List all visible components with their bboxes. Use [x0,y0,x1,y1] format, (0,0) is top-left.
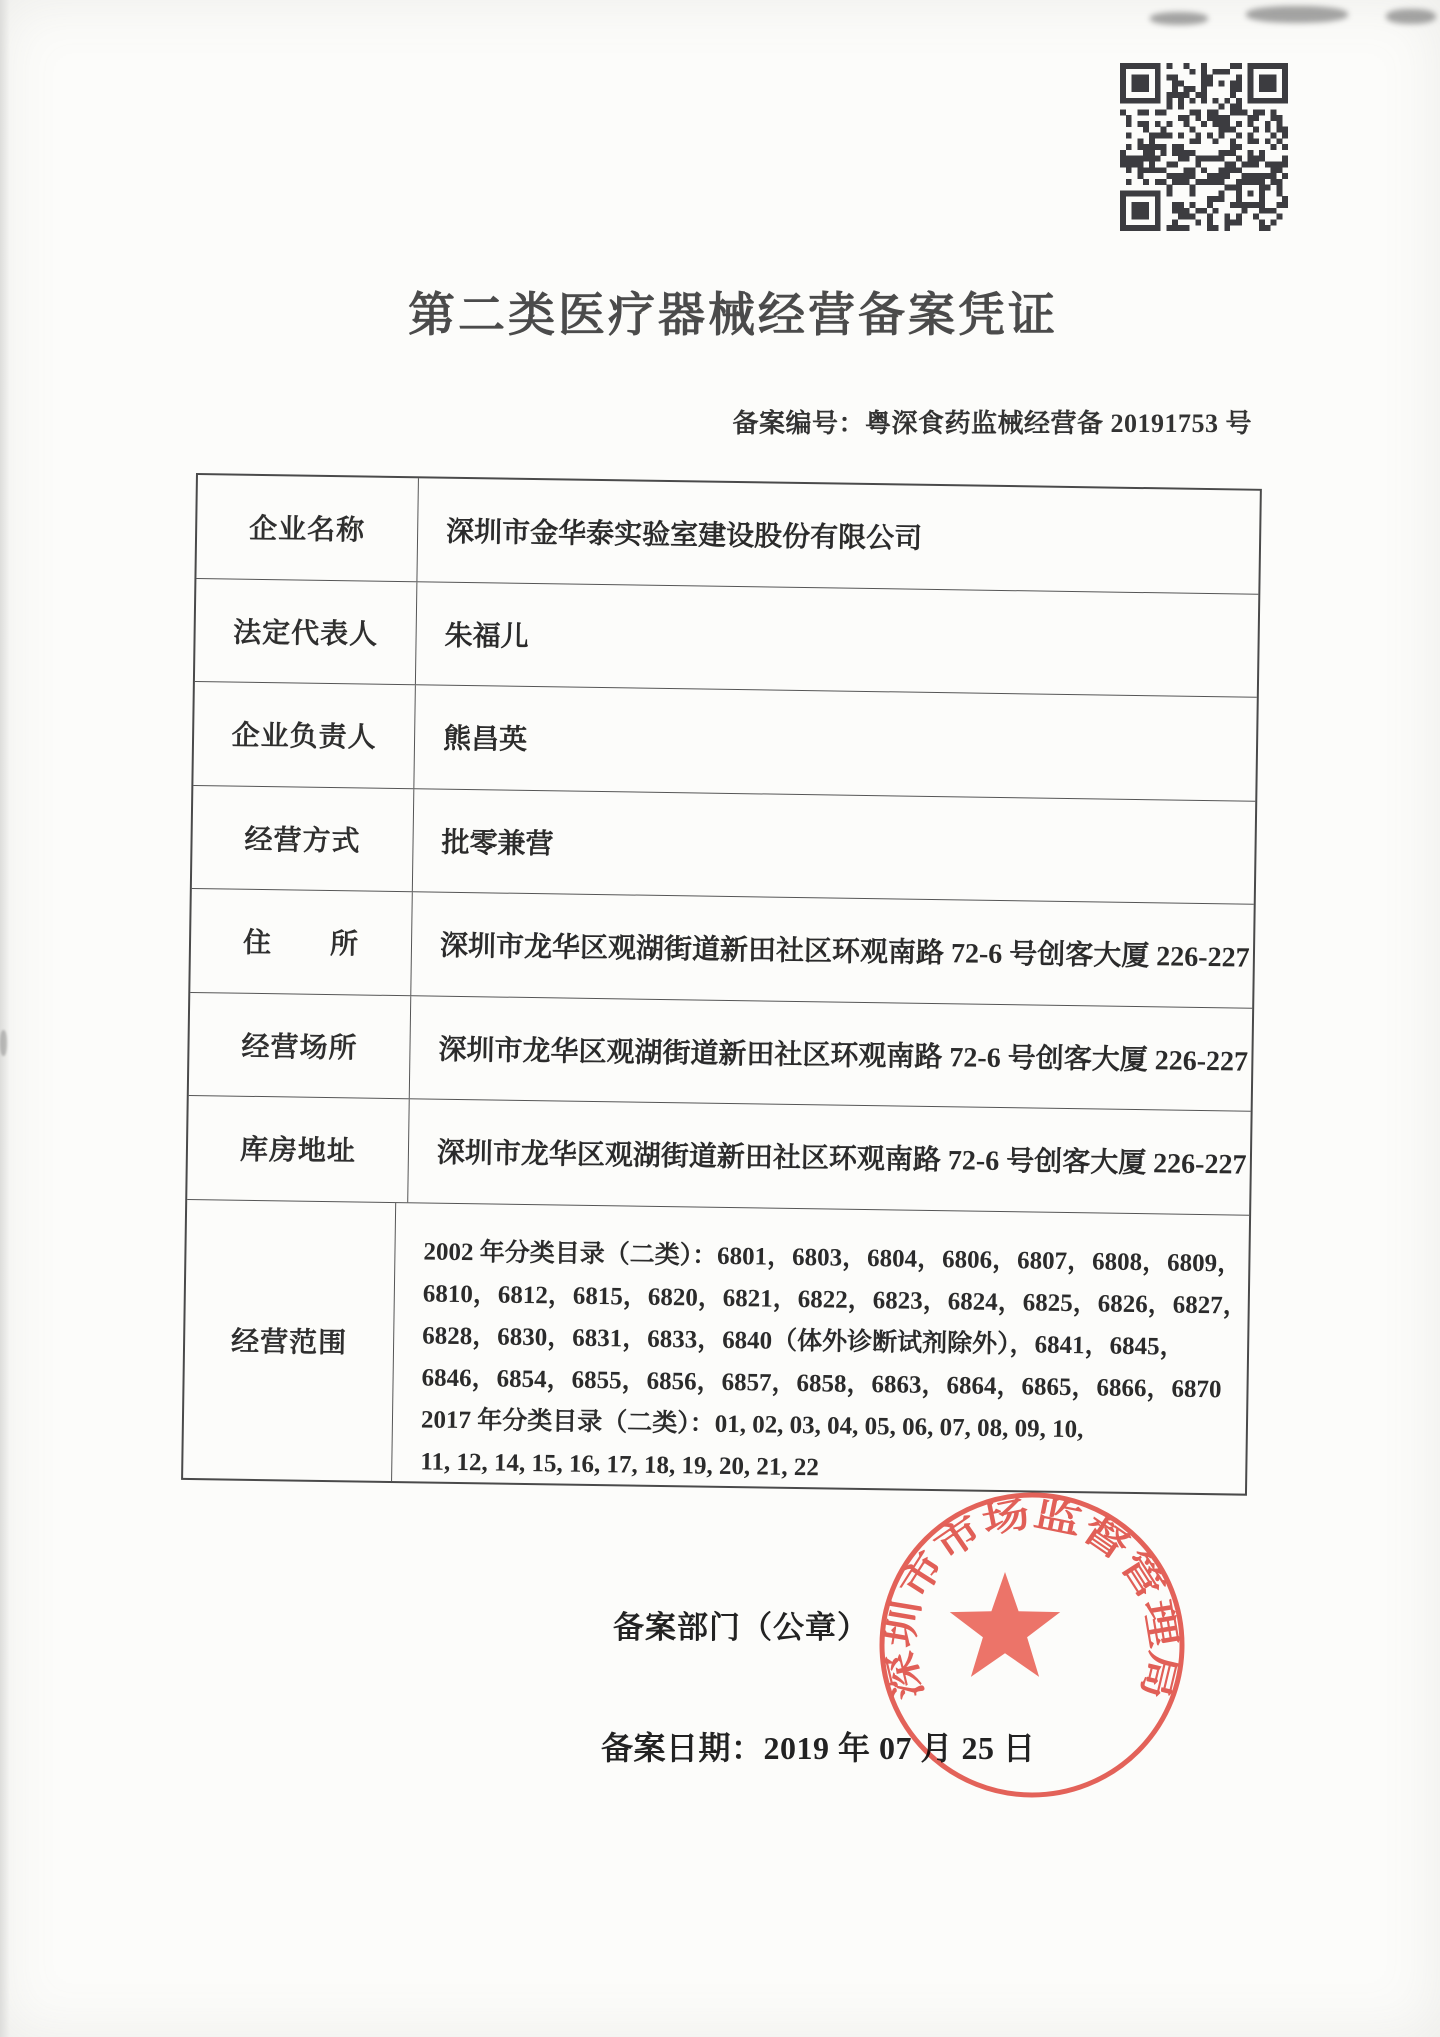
row-value-business-scope [392,1203,1249,1494]
scan-smudge [1150,12,1208,25]
table-row-company-name [196,475,1259,594]
row-value: 深圳市龙华区观湖街道新田社区环观南路 72-6 号创客大厦 226-227 [438,1034,1249,1078]
row-value: 深圳市金华泰实验室建设股份有限公司 [445,516,923,556]
filing-number-label: 备案编号： [732,409,865,438]
scan-smudge [1246,6,1348,23]
seal-ring [882,1495,1182,1795]
qr-code-pattern [1120,62,1288,232]
row-label: 企业名称 [196,475,418,581]
scope-line: 6846，6854，6855，6856，6857，6858，6863，6864，6865，6866，6870 [421,1363,1222,1403]
row-label: 住 所 [190,889,412,995]
filing-department-line: 备案部门（公章） [613,1610,869,1645]
row-value: 朱福儿 [444,620,529,653]
scan-smudge [1386,9,1436,24]
row-label: 企业负责人 [193,682,415,788]
scan-smudge [0,1030,7,1056]
filing-number-value: 粤深食药监械经营备 20191753 号 [864,409,1252,438]
certificate-title: 第二类医疗器械经营备案凭证 [408,290,1058,342]
table-row-business-mode [192,785,1255,904]
scope-line: 6810，6812，6815，6820，6821，6822，6823，6824，6825，6826，6827， [422,1279,1248,1320]
scope-line: 2017 年分类目录（二类）：01, 02, 03, 04, 05, 06, 07, 08, 09, 10, [420,1405,1084,1443]
certificate-table [181,473,1262,1496]
row-label: 库房地址 [187,1096,409,1202]
row-value: 深圳市龙华区观湖街道新田社区环观南路 72-6 号创客大厦 226-227 [436,1137,1247,1181]
table-row-business-premises [189,992,1252,1111]
seal-text: 深圳市市场监督管理局 [880,1493,1184,1704]
row-label: 经营范围 [183,1199,396,1481]
table-row-company-principal [193,682,1256,801]
official-seal [877,1490,1187,1800]
table-row-business-scope [183,1199,1249,1493]
row-value: 深圳市龙华区观湖街道新田社区环观南路 72-6 号创客大厦 226-227 [439,930,1250,974]
row-label: 法定代表人 [195,579,417,685]
seal-star-icon [950,1572,1060,1677]
row-value: 熊昌英 [442,723,528,757]
filing-date-value: 2019 年 07 月 25 日 [763,1730,1036,1766]
scope-line: 2002 年分类目录（二类）：6801，6803，6804，6806，6807，6808，6809， [423,1237,1243,1278]
scope-line: 11, 12, 14, 15, 16, 17, 18, 19, 20, 21, 22 [420,1447,820,1481]
row-label: 经营方式 [192,785,414,891]
qr-code [1120,62,1288,232]
row-value: 批零兼营 [441,827,554,861]
scope-line: 6828，6830，6831，6833，6840（体外诊断试剂除外），6841，6845， [422,1321,1185,1361]
scan-edge-shadow [0,0,10,2037]
filing-number-line [732,403,1252,440]
table-row-warehouse-address [187,1096,1250,1215]
table-row-domicile [190,889,1253,1008]
filing-date-label: 备案日期： [601,1730,764,1766]
row-label: 经营场所 [189,992,411,1098]
table-row-legal-representative [195,579,1258,698]
